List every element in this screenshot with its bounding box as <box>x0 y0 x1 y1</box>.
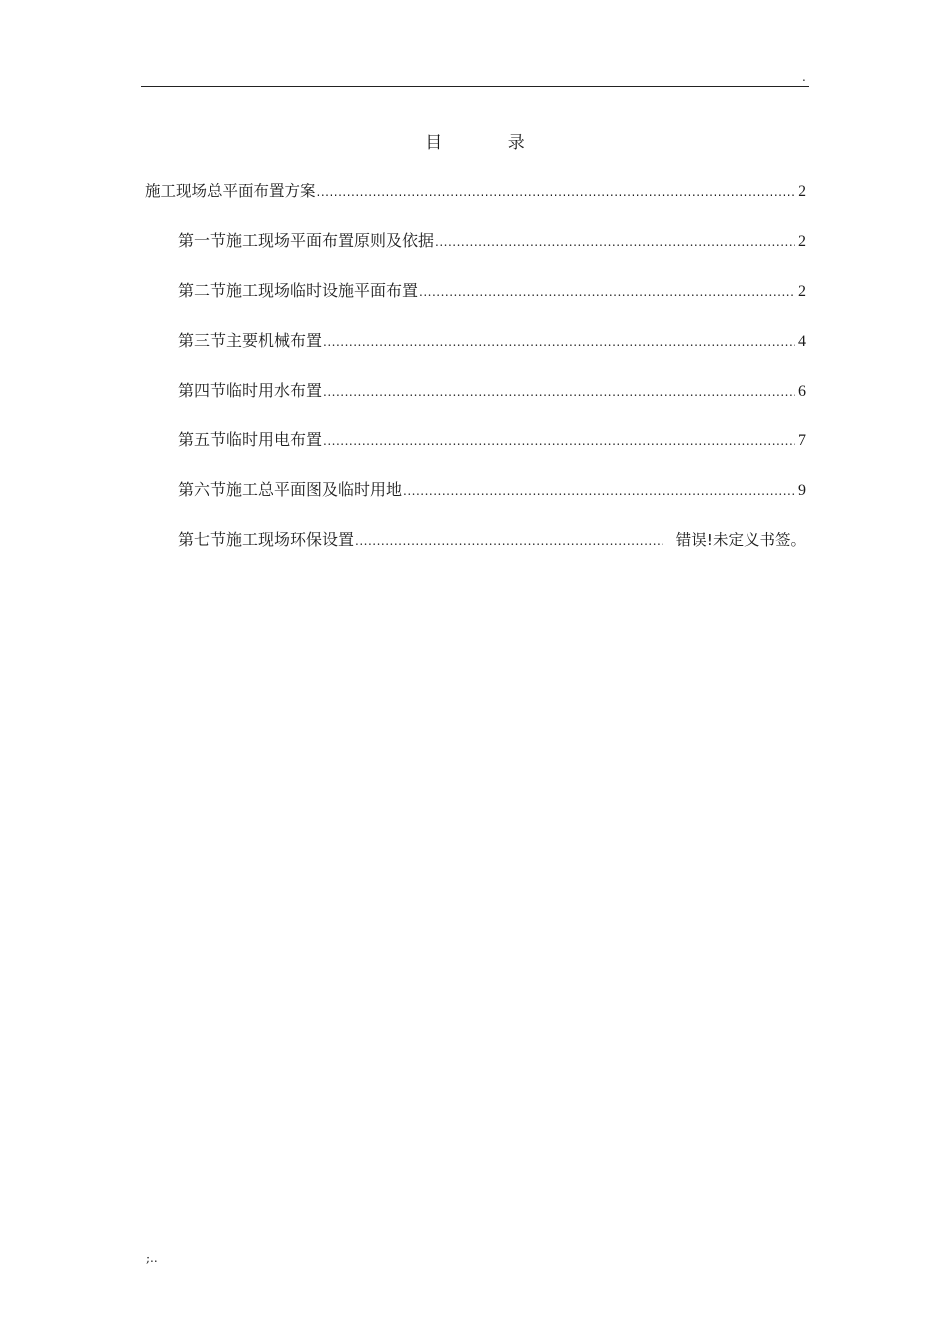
toc-entry-label: 临时用水布置 <box>226 381 323 400</box>
toc-entry-label: 施工总平面图及临时用地 <box>226 480 403 499</box>
toc-entry-label: 施工现场总平面布置方案 <box>145 182 316 200</box>
toc-title: 目 录 <box>425 133 555 153</box>
toc-entry-main[interactable] <box>145 179 806 203</box>
toc-page-number: 2 <box>798 283 806 300</box>
toc-leader <box>323 429 795 453</box>
toc-page-number: 9 <box>798 482 806 499</box>
toc-entry-section-7[interactable] <box>178 528 806 552</box>
header-rule <box>141 86 809 87</box>
toc-leader <box>435 230 795 254</box>
toc-section-number: 第六节 <box>178 480 227 499</box>
toc-entry-section-5[interactable] <box>178 428 806 452</box>
toc-entry-label: 施工现场平面布置原则及依据 <box>226 231 435 250</box>
toc-entry-label: 施工现场环保设置 <box>226 530 355 549</box>
header-mark: . <box>802 70 806 84</box>
toc-entry-label: 施工现场临时设施平面布置 <box>226 281 419 300</box>
toc-page-number: 4 <box>798 333 806 350</box>
toc-entry-label: 临时用电布置 <box>226 430 323 449</box>
toc-page-number: 2 <box>798 183 806 200</box>
toc-page-number: 6 <box>798 383 806 400</box>
toc-leader <box>403 479 795 503</box>
toc-leader <box>323 330 795 354</box>
toc-section-number: 第五节 <box>178 430 227 449</box>
toc-leader <box>323 380 795 404</box>
toc-entry-section-4[interactable] <box>178 379 806 403</box>
toc-entry-label: 主要机械布置 <box>226 331 323 350</box>
toc-entry-section-2[interactable] <box>178 279 806 303</box>
toc-section-number: 第一节 <box>178 231 227 250</box>
toc-section-number: 第二节 <box>178 281 227 300</box>
toc-page-number: 错误!未定义书签。 <box>675 531 806 549</box>
toc-entry-section-3[interactable] <box>178 329 806 353</box>
toc-leader <box>419 280 795 304</box>
toc-page-number: 7 <box>798 432 806 449</box>
toc-entry-section-6[interactable] <box>178 478 806 502</box>
toc-section-number: 第三节 <box>178 331 227 350</box>
toc-section-number: 第七节 <box>178 530 227 549</box>
toc-section-number: 第四节 <box>178 381 227 400</box>
toc-entry-section-1[interactable] <box>178 229 806 253</box>
footer-mark: ;.. <box>146 1251 158 1265</box>
toc-leader <box>355 529 663 553</box>
toc-leader <box>317 180 796 204</box>
toc-page-number: 2 <box>798 233 806 250</box>
